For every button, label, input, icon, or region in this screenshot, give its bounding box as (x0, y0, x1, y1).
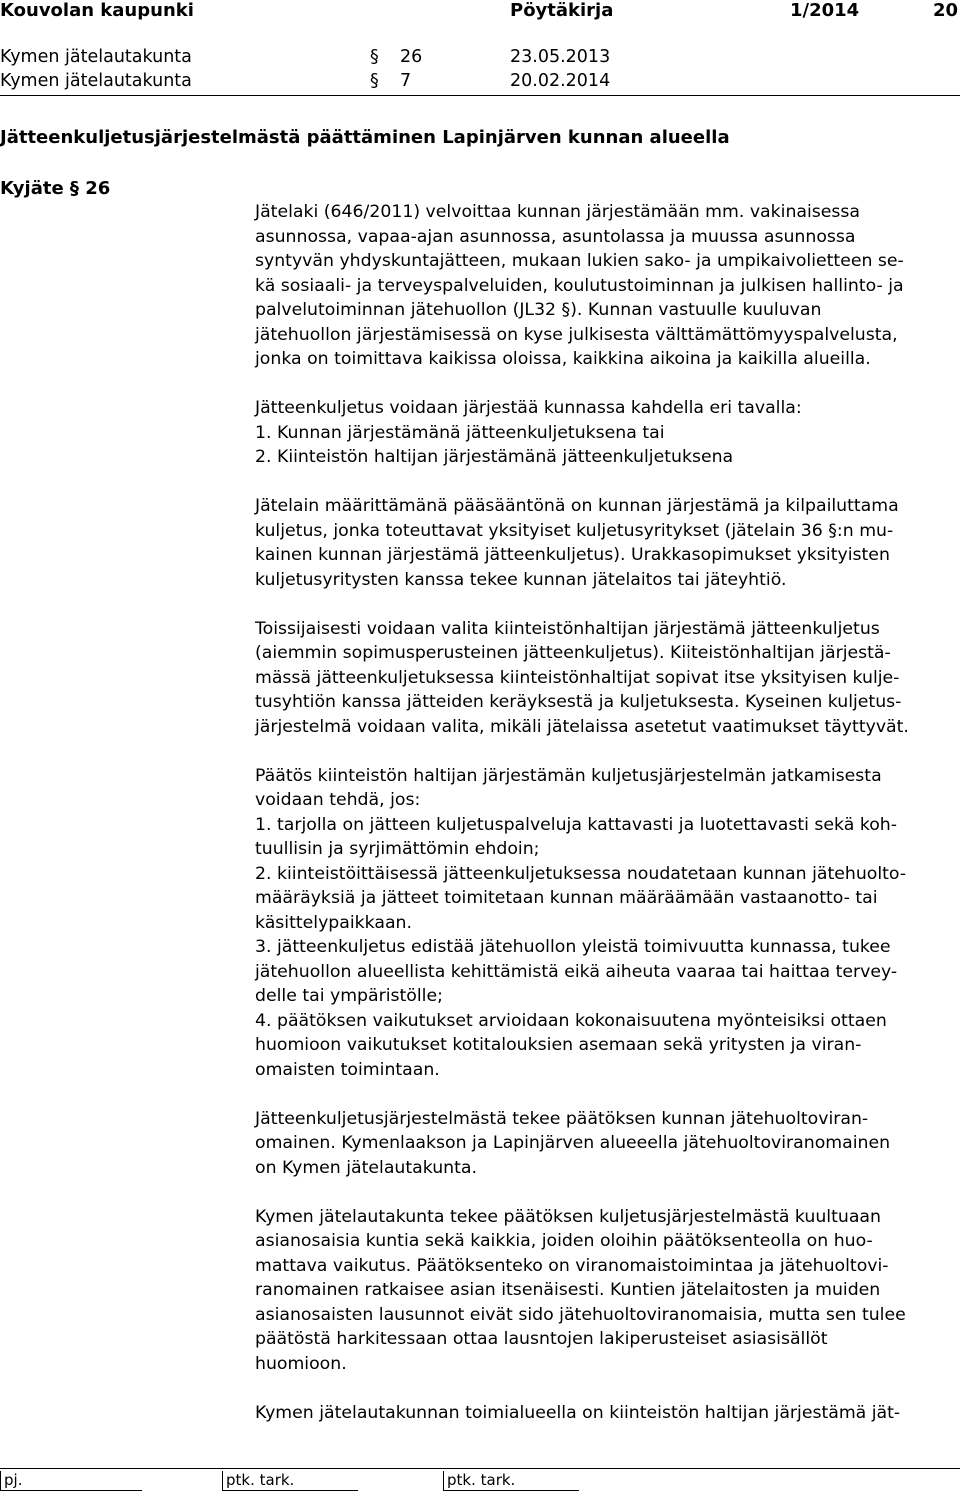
text-line: huomioon vaikutukset kotitalouksien asemaan sekä yritysten ja viran- (255, 1035, 862, 1055)
page-title: Jätteenkuljetusjärjestelmästä päättäminen Lapinjärven kunnan alueella (0, 127, 730, 148)
text-line: 1. tarjolla on jätteen kuljetuspalveluja kattavasti ja luotettavasti sekä koh- (255, 814, 897, 835)
text-line: tuullisin ja syrjimättömin ehdoin; (255, 839, 540, 859)
text-line: kainen kunnan järjestämä jätteenkuljetus). Urakkasopimukset yksityisten (255, 545, 890, 565)
text-line: Päätös kiinteistön haltijan järjestämän kuljetusjärjestelmän jatkamisesta (255, 765, 882, 786)
meta-section: 26 (400, 47, 423, 67)
body-paragraph (255, 494, 947, 592)
text-line: Kymen jätelautakunnan toimialueella on kiinteistön haltijan järjestämä jät- (255, 1402, 901, 1423)
text-line: 1. Kunnan järjestämänä jätteenkuljetuksena tai (255, 422, 665, 443)
text-line: ranomainen ratkaisee asian itsenäisesti. Kuntien jätelaitosten ja muiden (255, 1280, 881, 1300)
text-line: omainen. Kymenlaakson ja Lapinjärven alueeella jätehuoltoviranomainen (255, 1133, 891, 1153)
text-line: jätehuollon järjestämisessä on kyse julkisesta välttämättömyyspalvelusta, (255, 324, 898, 345)
body-paragraph (255, 617, 947, 740)
body-paragraph (255, 1107, 947, 1181)
text-line: mässä jätteenkuljetuksessa kiinteistönhaltijat sopivat itse yksityisen kulje- (255, 667, 900, 688)
text-line: palvelutoiminnan jätehuollon (JL32 §). Kunnan vastuulle kuuluvan (255, 300, 822, 320)
text-line: asianosaisten lausunnot eivät sido jätehuoltoviranomaisia, mutta sen tulee (255, 1304, 906, 1325)
text-line: asunnossa, vapaa-ajan asunnossa, asuntolassa ja muussa asunnossa (255, 226, 856, 247)
body-paragraph (255, 764, 947, 1083)
text-line: mattava vaikutus. Päätöksenteko on viranomaistoimintaa ja jätehuoltovi- (255, 1255, 889, 1276)
text-line: Jätteenkuljetus voidaan järjestää kunnassa kahdella eri tavalla: (255, 398, 802, 418)
chair-signature-field: pj. (0, 1471, 142, 1491)
text-line: kuljetusyritysten kanssa tekee kunnan jätelaitos tai jäteyhtiö. (255, 569, 787, 590)
document-number: 1/2014 (790, 0, 860, 21)
text-line: huomioon. (255, 1353, 347, 1374)
text-line: tusyhtiön kanssa jätteiden keräyksestä ja kuljetuksesta. Kyseinen kuljetus- (255, 692, 902, 712)
text-line: asianosaisia kuntia sekä kaikkia, joiden oloihin päätöksenteolla on huo- (255, 1231, 873, 1251)
meta-body: Kymen jätelautakunta (0, 71, 192, 91)
signature-footer (0, 1468, 960, 1494)
text-line: 3. jätteenkuljetus edistää jätehuollon yleistä toimivuutta kunnassa, tukee (255, 937, 891, 957)
text-line: Toissijaisesti voidaan valita kiinteistönhaltijan järjestämä jätteenkuljetus (255, 618, 880, 639)
body-paragraph (255, 200, 947, 372)
text-line: Jätteenkuljetusjärjestelmästä tekee päätöksen kunnan jätehuoltoviran- (255, 1108, 869, 1129)
document-header (0, 0, 960, 24)
page-number: 20 (933, 0, 959, 21)
body-paragraph (255, 1205, 947, 1377)
municipality-name: Kouvolan kaupunki (0, 0, 194, 21)
text-line: jonka on toimittava kaikissa oloissa, kaikkina aikoina ja kaikilla alueilla. (255, 349, 871, 369)
text-line: (aiemmin sopimusperusteinen jätteenkuljetus). Kiiteistönhaltijan järjestä- (255, 643, 891, 663)
text-line: järjestelmä voidaan valita, mikäli jätelaissa asetetut vaatimukset täyttyvät. (255, 716, 909, 737)
body-text (255, 200, 947, 1425)
text-line: Kymen jätelautakunta tekee päätöksen kuljetusjärjestelmästä kuultuaan (255, 1206, 881, 1227)
minutes-checker-field: ptk. tark. (222, 1471, 358, 1491)
text-line: määräyksiä ja jätteet toimitetaan kunnan määräämään vastaanotto- tai (255, 888, 878, 908)
body-paragraph (255, 1401, 947, 1426)
text-line: syntyvän yhdyskuntajätteen, mukaan lukien sako- ja umpikaivolietteen se- (255, 251, 904, 271)
section-icon: § (370, 47, 379, 67)
meta-date: 20.02.2014 (510, 71, 611, 91)
text-line: Jätelain määrittämänä pääsääntönä on kunnan järjestämä ja kilpailuttama (255, 496, 899, 516)
header-divider (0, 95, 960, 96)
text-line: päätöstä harkitessaan ottaa lausntojen lakiperusteiset asiasisällöt (255, 1329, 828, 1349)
body-paragraph (255, 396, 947, 470)
text-line: 4. päätöksen vaikutukset arvioidaan kokonaisuutena myönteisiksi ottaen (255, 1010, 887, 1031)
text-line: omaisten toimintaan. (255, 1059, 440, 1080)
meta-body: Kymen jätelautakunta (0, 47, 192, 67)
text-line: delle tai ympäristölle; (255, 986, 443, 1006)
text-line: 2. Kiinteistön haltijan järjestämänä jätteenkuljetuksena (255, 447, 734, 467)
text-line: Jätelaki (646/2011) velvoittaa kunnan järjestämään mm. vakinaisessa (255, 202, 861, 222)
footer-divider (0, 1468, 960, 1469)
text-line: kä sosiaali- ja terveyspalveluiden, koulutustoiminnan ja julkisen hallinto- ja (255, 275, 904, 296)
text-line: kuljetus, jonka toteuttavat yksityiset kuljetusyritykset (jätelain 36 §:n mu- (255, 520, 894, 541)
text-line: on Kymen jätelautakunta. (255, 1157, 477, 1178)
text-line: käsittelypaikkaan. (255, 912, 413, 933)
meta-section: 7 (400, 71, 412, 91)
text-line: jätehuollon alueellista kehittämistä eikä aiheuta vaaraa tai haittaa tervey- (255, 961, 898, 982)
meta-row (0, 71, 960, 95)
meta-date: 23.05.2013 (510, 47, 611, 67)
document-type: Pöytäkirja (510, 0, 614, 21)
meta-row (0, 47, 960, 71)
text-line: 2. kiinteistöittäisessä jätteenkuljetuksessa noudatetaan kunnan jätehuolto- (255, 863, 907, 884)
section-icon: § (370, 71, 379, 91)
minutes-checker-field: ptk. tark. (443, 1471, 579, 1491)
case-reference: Kyjäte § 26 (0, 178, 111, 199)
text-line: voidaan tehdä, jos: (255, 790, 421, 810)
